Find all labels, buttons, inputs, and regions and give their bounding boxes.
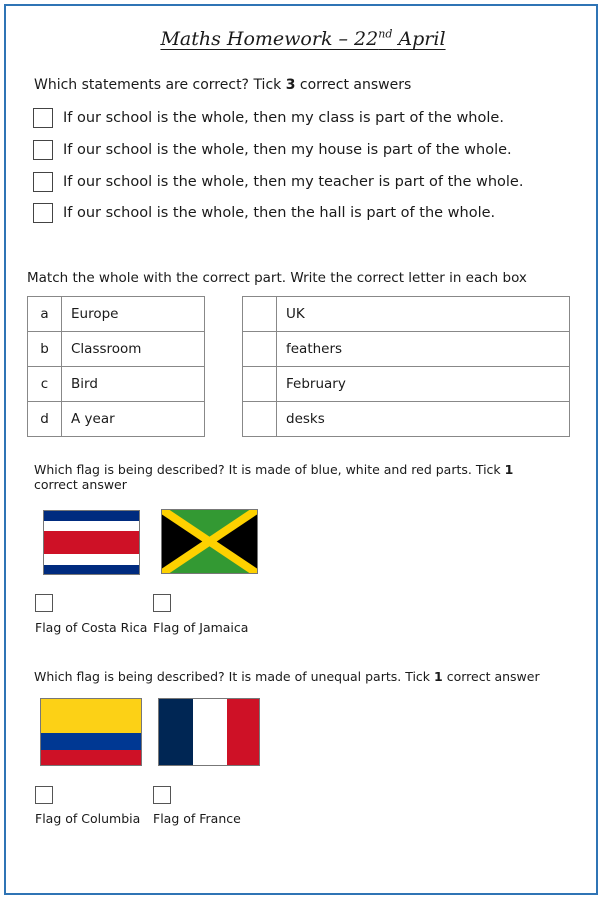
tick-box-jamaica[interactable]	[153, 594, 171, 612]
question-2-prompt: Match the whole with the correct part. Write the correct letter in each box	[27, 270, 527, 286]
flag-france-icon	[158, 698, 260, 766]
answer-letter-box[interactable]	[243, 332, 277, 367]
table-row: b Classroom	[28, 332, 205, 367]
statement-option-2[interactable]: If our school is the whole, then my house is part of the whole.	[33, 140, 512, 160]
caption-colombia: Flag of Columbia	[35, 811, 141, 826]
statement-option-3[interactable]: If our school is the whole, then my teacher is part of the whole.	[33, 172, 523, 192]
question-4-prompt: Which flag is being described? It is made of unequal parts. Tick 1 correct answer	[34, 669, 540, 684]
flag-costa-rica-icon	[43, 510, 140, 575]
table-row: c Bird	[28, 367, 205, 402]
table-row: desks	[243, 402, 570, 437]
question-1-prompt: Which statements are correct? Tick 3 correct answers	[34, 77, 412, 93]
tick-box[interactable]	[33, 203, 53, 223]
table-row: UK	[243, 297, 570, 332]
statement-option-1[interactable]: If our school is the whole, then my class is part of the whole.	[33, 108, 504, 128]
table-row: a Europe	[28, 297, 205, 332]
wholes-table	[27, 296, 205, 437]
answer-letter-box[interactable]	[243, 402, 277, 437]
page-title: Maths Homework – 22nd April	[160, 28, 446, 51]
tick-box[interactable]	[33, 108, 53, 128]
caption-jamaica: Flag of Jamaica	[153, 620, 249, 635]
answer-letter-box[interactable]	[243, 297, 277, 332]
table-row: d A year	[28, 402, 205, 437]
tick-box[interactable]	[33, 140, 53, 160]
table-row: feathers	[243, 332, 570, 367]
parts-table	[242, 296, 570, 437]
tick-box-costa-rica[interactable]	[35, 594, 53, 612]
caption-costa-rica: Flag of Costa Rica	[35, 620, 148, 635]
flag-jamaica-icon	[161, 509, 258, 574]
tick-box[interactable]	[33, 172, 53, 192]
flag-colombia-icon	[40, 698, 142, 766]
tick-box-france[interactable]	[153, 786, 171, 804]
tick-box-colombia[interactable]	[35, 786, 53, 804]
caption-france: Flag of France	[153, 811, 241, 826]
question-3-prompt: Which flag is being described? It is made of blue, white and red parts. Tick 1 correct answer	[34, 462, 514, 492]
answer-letter-box[interactable]	[243, 367, 277, 402]
table-row: February	[243, 367, 570, 402]
statement-option-4[interactable]: If our school is the whole, then the hall is part of the whole.	[33, 203, 495, 223]
